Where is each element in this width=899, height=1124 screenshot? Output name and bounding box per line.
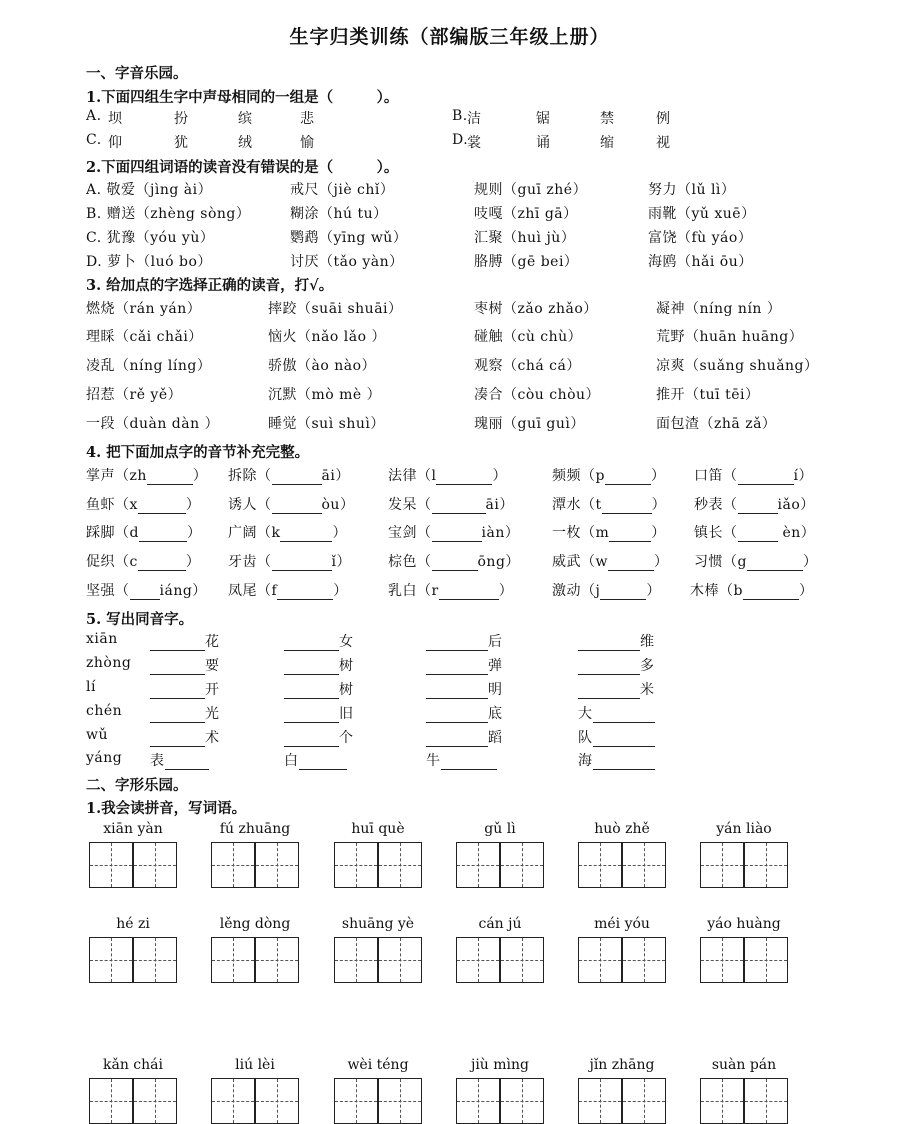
homophone-char: 树 <box>339 658 354 674</box>
word-pinyin-label: gǔ lì <box>484 821 516 837</box>
homophone-pinyin: zhòng <box>86 655 132 671</box>
writing-box[interactable] <box>744 937 788 983</box>
syllable-item: 鱼虾（x ） <box>86 497 201 513</box>
answer-blank[interactable] <box>139 526 187 542</box>
syllable-item: 镇长（ èn） <box>694 525 816 541</box>
option-b-char: 洁 <box>467 111 482 127</box>
writing-box[interactable] <box>622 937 666 983</box>
writing-box[interactable] <box>211 1078 255 1124</box>
word-pinyin-label: cán jú <box>478 916 522 932</box>
word-pinyin-label: kǎn chái <box>103 1057 163 1073</box>
syllable-item: 乳白（r ） <box>388 583 514 599</box>
answer-blank[interactable] <box>150 707 205 723</box>
word-pinyin-label: jǐn zhāng <box>589 1057 655 1073</box>
answer-blank[interactable] <box>150 635 205 651</box>
option-b-char: 例 <box>656 111 671 127</box>
syllable-item: 口笛（ í） <box>694 468 813 484</box>
word-pinyin: 讨厌（tǎo yàn） <box>290 254 404 270</box>
homophone-char: 后 <box>488 634 503 650</box>
writing-box[interactable] <box>334 937 378 983</box>
answer-blank[interactable] <box>130 584 160 600</box>
syllable-item: 坚强（ iáng） <box>86 583 207 599</box>
word-pinyin-label: huò zhě <box>594 821 650 837</box>
answer-blank[interactable] <box>299 754 347 770</box>
homophone-char: 表 <box>150 753 165 769</box>
word-pinyin: 海鸥（hǎi ōu） <box>648 254 753 270</box>
homophone-char: 弹 <box>488 658 503 674</box>
choose-pinyin-item: 摔跤（suāi shuāi） <box>268 301 403 317</box>
answer-blank[interactable] <box>284 635 339 651</box>
question-4-row <box>86 465 886 487</box>
option-a-char: 悲 <box>300 111 315 127</box>
word-pinyin: D. 萝卜（luó bo） <box>86 254 212 270</box>
answer-blank[interactable] <box>593 731 655 747</box>
syllable-item: 激动（j ） <box>552 583 661 599</box>
homophone-row <box>86 750 886 772</box>
section-heading-character-form: 二、字形乐园。 <box>86 777 188 794</box>
word-pinyin: 吱嘎（zhī gā） <box>474 206 578 222</box>
word-pinyin-label: shuāng yè <box>341 916 415 932</box>
homophone-char: 开 <box>205 682 220 698</box>
syllable-item: 一枚（m ） <box>552 525 666 541</box>
choose-pinyin-item: 凌乱（níng líng） <box>86 358 212 374</box>
answer-blank[interactable] <box>426 659 488 675</box>
homophone-row <box>86 655 886 677</box>
choose-pinyin-item: 招惹（rě yě） <box>86 387 183 403</box>
word-pinyin: 胳膊（gē bei） <box>474 254 579 270</box>
choose-pinyin-item: 枣树（zǎo zhǎo） <box>474 301 598 317</box>
question-1-row-1 <box>86 108 886 130</box>
answer-blank[interactable] <box>138 498 186 514</box>
answer-blank[interactable] <box>432 555 478 571</box>
writing-box[interactable] <box>255 1078 299 1124</box>
choose-pinyin-item: 睡觉（suì shuì） <box>268 416 385 432</box>
syllable-item: 发呆（ āi） <box>388 497 514 513</box>
option-d-char: 缩 <box>600 135 615 151</box>
homophone-char: 树 <box>339 682 354 698</box>
syllable-item: 诱人（ òu） <box>228 497 355 513</box>
question-4-title: 4. 把下面加点字的音节补充完整。 <box>86 444 310 461</box>
writing-box[interactable] <box>378 1078 422 1124</box>
homophone-char: 女 <box>339 634 354 650</box>
word-pinyin-label: fú zhuāng <box>219 821 291 837</box>
option-d-char: 裳 <box>467 135 482 151</box>
answer-blank[interactable] <box>593 707 655 723</box>
homophone-pinyin: lí <box>86 679 96 695</box>
option-c-label: C. <box>86 132 102 148</box>
homophone-char: 米 <box>640 682 655 698</box>
syllable-item: 宝剑（ iàn） <box>388 525 520 541</box>
answer-blank[interactable] <box>602 498 652 514</box>
question-6-title: 1.我会读拼音，写词语。 <box>86 800 247 817</box>
choose-pinyin-item: 面包渣（zhā zǎ） <box>656 416 777 432</box>
word-pinyin: 富饶（fù yáo） <box>648 230 753 246</box>
answer-blank[interactable] <box>578 635 640 651</box>
answer-blank[interactable] <box>277 584 333 600</box>
writing-box[interactable] <box>378 937 422 983</box>
word-pinyin-label: huī què <box>351 821 405 837</box>
option-d-char: 视 <box>656 135 671 151</box>
homophone-char: 要 <box>205 658 220 674</box>
answer-blank[interactable] <box>284 731 339 747</box>
word-pinyin: B. 赠送（zhèng sòng） <box>86 206 251 222</box>
answer-blank[interactable] <box>272 498 322 514</box>
answer-blank[interactable] <box>272 469 322 485</box>
syllable-item: 踩脚（d ） <box>86 525 202 541</box>
question-4-row <box>86 580 886 602</box>
word-pinyin-label: suàn pán <box>711 1057 777 1073</box>
question-2-row <box>86 227 886 249</box>
option-d-char: 诵 <box>536 135 551 151</box>
syllable-item: 棕色（ ōng） <box>388 554 520 570</box>
option-b-label: B. <box>452 108 468 124</box>
question-1-row-2 <box>86 132 886 154</box>
word-pinyin-label: yán liào <box>716 821 772 837</box>
answer-blank[interactable] <box>284 659 339 675</box>
option-d-label: D. <box>452 132 469 148</box>
choose-pinyin-item: 凝神（níng nín ） <box>656 301 782 317</box>
answer-blank[interactable] <box>432 526 482 542</box>
word-pinyin-label: xiān yàn <box>103 821 163 837</box>
writing-box[interactable] <box>500 842 544 888</box>
answer-blank[interactable] <box>609 526 651 542</box>
answer-blank[interactable] <box>738 469 794 485</box>
answer-blank[interactable] <box>426 683 488 699</box>
writing-box[interactable] <box>500 937 544 983</box>
homophone-char: 旧 <box>339 706 354 722</box>
answer-blank[interactable] <box>439 584 499 600</box>
choose-pinyin-item: 荒野（huān huāng） <box>656 329 804 345</box>
writing-box[interactable] <box>700 1078 744 1124</box>
choose-pinyin-item: 一段（duàn dàn ） <box>86 416 220 432</box>
homophone-pinyin: yáng <box>86 750 123 766</box>
question-2-title: 2.下面四组词语的读音没有错误的是（ ）。 <box>86 159 399 176</box>
answer-blank[interactable] <box>147 469 193 485</box>
syllable-item: 习惯（g ） <box>694 554 818 570</box>
writing-box[interactable] <box>578 842 622 888</box>
choose-pinyin-item: 恼火（nǎo lǎo ） <box>268 329 386 345</box>
syllable-item: 秒表（ iǎo） <box>694 497 815 513</box>
writing-box[interactable] <box>456 937 500 983</box>
answer-blank[interactable] <box>578 659 640 675</box>
word-pinyin-label: hé zi <box>116 916 150 932</box>
writing-box[interactable] <box>578 937 622 983</box>
writing-box[interactable] <box>133 1078 177 1124</box>
syllable-item: 法律（l ） <box>388 468 507 484</box>
word-pinyin: 鹦鹉（yīng wǔ） <box>290 230 408 246</box>
writing-box[interactable] <box>500 1078 544 1124</box>
word-pinyin-label: lěng dòng <box>219 916 291 932</box>
answer-blank[interactable] <box>747 555 803 571</box>
homophone-char: 花 <box>205 634 220 650</box>
option-c-char: 仰 <box>108 135 123 151</box>
answer-blank[interactable] <box>432 498 486 514</box>
choose-pinyin-item: 凑合（còu chòu） <box>474 387 601 403</box>
question-3-title: 3. 给加点的字选择正确的读音，打√。 <box>86 277 334 294</box>
homophone-char: 蹈 <box>488 730 503 746</box>
writing-box[interactable] <box>89 1078 133 1124</box>
word-pinyin-label: méi yóu <box>594 916 650 932</box>
answer-blank[interactable] <box>280 526 332 542</box>
answer-blank[interactable] <box>150 731 205 747</box>
writing-box[interactable] <box>211 842 255 888</box>
option-a-char: 扮 <box>174 111 189 127</box>
question-4-row <box>86 494 886 516</box>
answer-blank[interactable] <box>284 683 339 699</box>
answer-blank[interactable] <box>150 683 205 699</box>
choose-pinyin-item: 瑰丽（guī guì） <box>474 416 585 432</box>
writing-box[interactable] <box>456 842 500 888</box>
homophone-char: 维 <box>640 634 655 650</box>
homophone-char: 白 <box>284 753 299 769</box>
homophone-char: 个 <box>339 730 354 746</box>
answer-blank[interactable] <box>738 526 778 542</box>
homophone-pinyin: wǔ <box>86 727 108 743</box>
syllable-item: 潭水（t ） <box>552 497 667 513</box>
word-pinyin-label: yáo huàng <box>707 916 781 932</box>
answer-blank[interactable] <box>138 555 186 571</box>
question-2-row <box>86 203 886 225</box>
homophone-pinyin: chén <box>86 703 123 719</box>
homophone-row <box>86 631 886 653</box>
word-pinyin: 努力（lǔ lì） <box>648 182 736 198</box>
answer-blank[interactable] <box>743 584 799 600</box>
option-a-char: 坝 <box>108 111 123 127</box>
word-pinyin: A. 敬爱（jìng ài） <box>86 182 213 198</box>
question-3-row <box>86 326 886 348</box>
answer-blank[interactable] <box>426 731 488 747</box>
writing-box[interactable] <box>89 842 133 888</box>
question-3-row <box>86 384 886 406</box>
syllable-item: 凤尾（f ） <box>228 583 348 599</box>
answer-blank[interactable] <box>605 469 651 485</box>
writing-box[interactable] <box>622 1078 666 1124</box>
choose-pinyin-item: 观察（chá cá） <box>474 358 581 374</box>
choose-pinyin-item: 凉爽（suǎng shuǎng） <box>656 358 819 374</box>
writing-box[interactable] <box>700 937 744 983</box>
question-2-row <box>86 251 886 273</box>
homophone-char: 底 <box>488 706 503 722</box>
writing-box[interactable] <box>133 842 177 888</box>
syllable-item: 促织（c ） <box>86 554 201 570</box>
option-c-char: 绒 <box>238 135 253 151</box>
writing-box[interactable] <box>334 1078 378 1124</box>
choose-pinyin-item: 理睬（cǎi chǎi） <box>86 329 203 345</box>
option-c-char: 愉 <box>300 135 315 151</box>
homophone-row <box>86 727 886 749</box>
option-b-char: 锯 <box>536 111 551 127</box>
homophone-row <box>86 703 886 725</box>
homophone-char: 大 <box>578 706 593 722</box>
option-b-char: 禁 <box>600 111 615 127</box>
syllable-item: 掌声（zh ） <box>86 468 208 484</box>
choose-pinyin-item: 碰触（cù chù） <box>474 329 583 345</box>
writing-box[interactable] <box>255 842 299 888</box>
homophone-char: 多 <box>640 658 655 674</box>
homophone-row <box>86 679 886 701</box>
page-title: 生字归类训练（部编版三年级上册） <box>289 26 610 48</box>
writing-box[interactable] <box>378 842 422 888</box>
writing-box[interactable] <box>255 937 299 983</box>
answer-blank[interactable] <box>426 635 488 651</box>
syllable-item: 木棒（b ） <box>690 583 814 599</box>
question-5-title: 5. 写出同音字。 <box>86 611 194 628</box>
answer-blank[interactable] <box>272 555 332 571</box>
choose-pinyin-item: 沉默（mò mè ） <box>268 387 382 403</box>
word-pinyin: C. 犹豫（yóu yù） <box>86 230 215 246</box>
question-4-row <box>86 551 886 573</box>
word-pinyin-label: liú lèi <box>235 1057 275 1073</box>
syllable-item: 拆除（ āi） <box>228 468 350 484</box>
writing-box[interactable] <box>211 937 255 983</box>
answer-blank[interactable] <box>600 584 646 600</box>
word-pinyin: 雨靴（yǔ xuē） <box>648 206 756 222</box>
homophone-char: 明 <box>488 682 503 698</box>
answer-blank[interactable] <box>426 707 488 723</box>
choose-pinyin-item: 骄傲（ào nào） <box>268 358 377 374</box>
word-pinyin: 规则（guī zhé） <box>474 182 588 198</box>
word-pinyin: 糊涂（hú tu） <box>290 206 388 222</box>
question-4-row <box>86 522 886 544</box>
syllable-item: 广阔（k ） <box>228 525 347 541</box>
answer-blank[interactable] <box>165 754 209 770</box>
homophone-char: 术 <box>205 730 220 746</box>
choose-pinyin-item: 燃烧（rán yán） <box>86 301 202 317</box>
answer-blank[interactable] <box>608 555 654 571</box>
choose-pinyin-item: 推开（tuī tēi） <box>656 387 760 403</box>
writing-box[interactable] <box>622 842 666 888</box>
writing-box[interactable] <box>744 842 788 888</box>
answer-blank[interactable] <box>150 659 205 675</box>
word-pinyin-label: jiù mìng <box>470 1057 530 1073</box>
question-3-row <box>86 298 886 320</box>
writing-box[interactable] <box>89 937 133 983</box>
homophone-char: 海 <box>578 753 593 769</box>
answer-blank[interactable] <box>578 683 640 699</box>
section-heading-pronunciation: 一、字音乐园。 <box>86 65 188 82</box>
writing-box[interactable] <box>700 842 744 888</box>
answer-blank[interactable] <box>441 754 497 770</box>
syllable-item: 牙齿（ ǐ） <box>228 554 351 570</box>
question-1-title: 1.下面四组生字中声母相同的一组是（ ）。 <box>86 89 399 106</box>
answer-blank[interactable] <box>593 754 655 770</box>
writing-box[interactable] <box>334 842 378 888</box>
homophone-pinyin: xiān <box>86 631 118 647</box>
writing-box[interactable] <box>744 1078 788 1124</box>
homophone-char: 牛 <box>426 753 441 769</box>
option-c-char: 犹 <box>174 135 189 151</box>
option-a-label: A. <box>86 108 102 124</box>
question-3-row <box>86 355 886 377</box>
option-a-char: 缤 <box>238 111 253 127</box>
answer-blank[interactable] <box>436 469 492 485</box>
syllable-item: 威武（w ） <box>552 554 669 570</box>
homophone-char: 光 <box>205 706 220 722</box>
answer-blank[interactable] <box>738 498 778 514</box>
homophone-char: 队 <box>578 730 593 746</box>
question-2-row <box>86 179 886 201</box>
writing-box[interactable] <box>133 937 177 983</box>
word-pinyin: 汇聚（huì jù） <box>474 230 576 246</box>
word-pinyin: 戒尺（jiè chǐ） <box>290 182 395 198</box>
answer-blank[interactable] <box>284 707 339 723</box>
syllable-item: 频频（p ） <box>552 468 666 484</box>
word-pinyin-label: wèi téng <box>347 1057 409 1073</box>
writing-box[interactable] <box>578 1078 622 1124</box>
question-3-row <box>86 413 886 435</box>
writing-box[interactable] <box>456 1078 500 1124</box>
